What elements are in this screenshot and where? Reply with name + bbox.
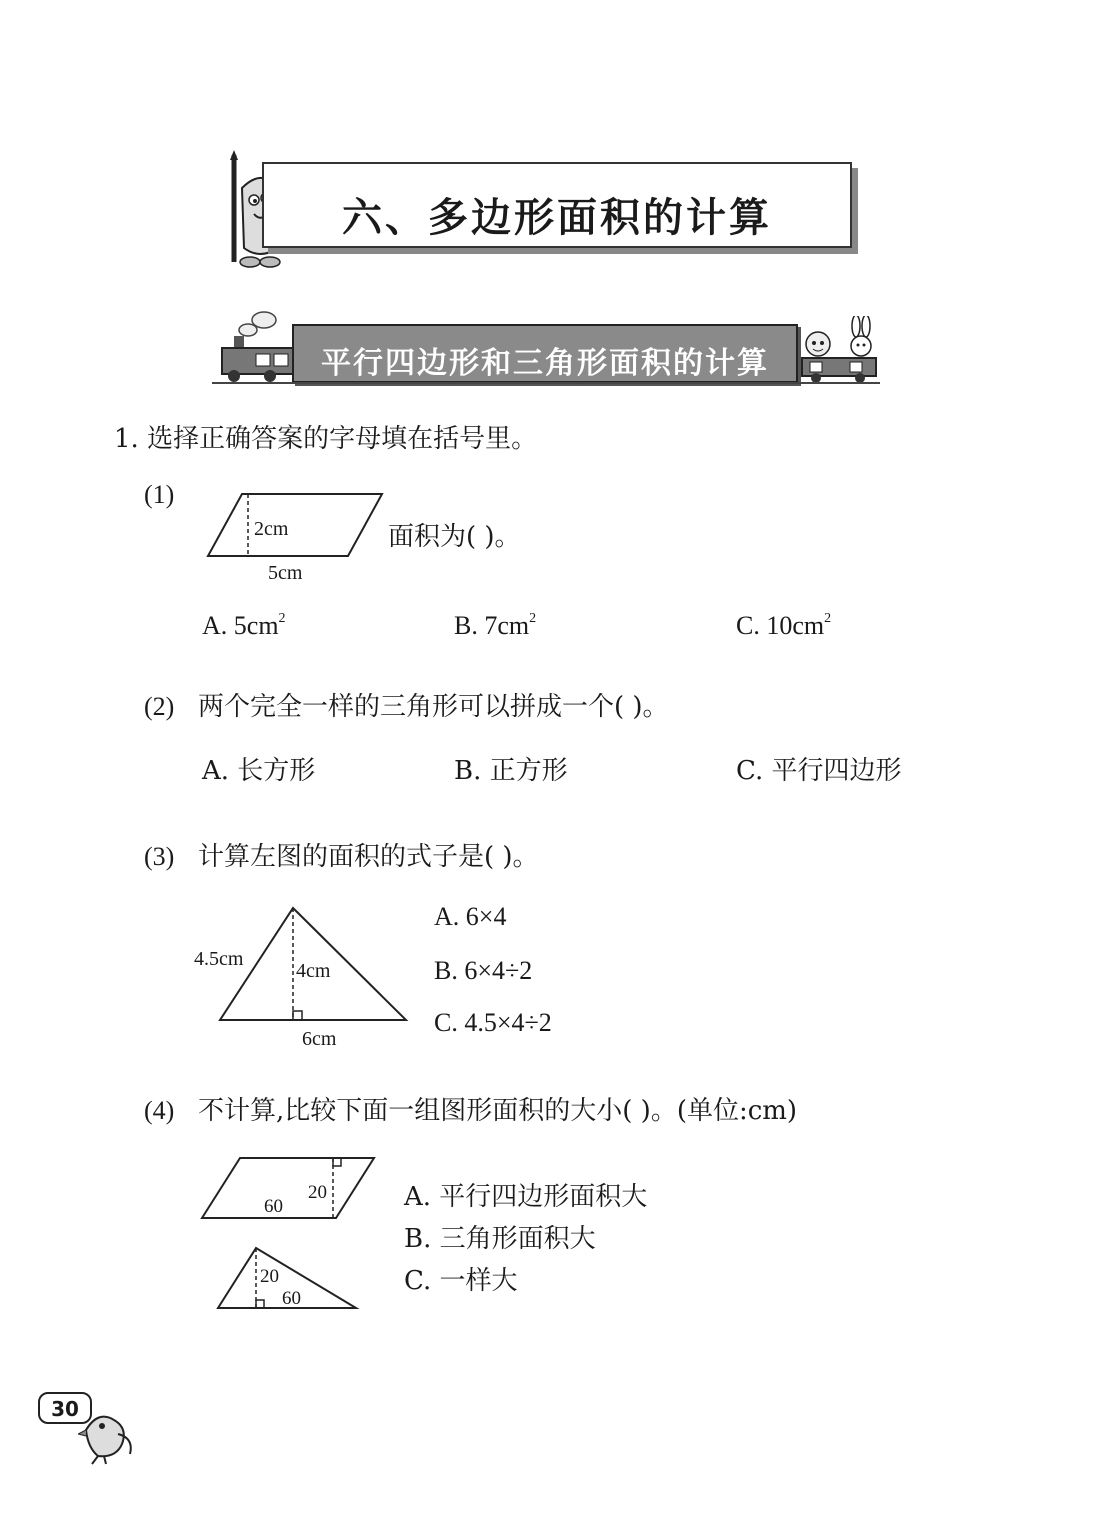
section-underline bbox=[212, 382, 880, 384]
subquestion-3-option-a: A. 6×4 bbox=[434, 902, 507, 931]
page-number: 30 bbox=[51, 1397, 79, 1421]
subquestion-4-prompt: 不计算,比较下面一组图形面积的大小( )。(单位:cm) bbox=[198, 1096, 798, 1126]
figure-1-base-label: 5cm bbox=[268, 562, 303, 584]
figure-4-triangle-base-label: 60 bbox=[282, 1288, 301, 1309]
subquestion-4-number: (4) bbox=[144, 1096, 175, 1125]
subquestion-4-option-b: B. 三角形面积大 bbox=[404, 1224, 596, 1254]
figure-3-base-label: 6cm bbox=[302, 1028, 337, 1050]
parallelogram-figure-4 bbox=[196, 1150, 381, 1225]
figure-3-side-label: 4.5cm bbox=[194, 948, 244, 970]
subquestion-2-prompt: 两个完全一样的三角形可以拼成一个( )。 bbox=[198, 692, 669, 722]
subquestion-2-option-c: C. 平行四边形 bbox=[736, 756, 902, 786]
subquestion-3-prompt: 计算左图的面积的式子是( )。 bbox=[198, 842, 539, 872]
section-banner bbox=[292, 324, 798, 383]
section-title: 平行四边形和三角形面积的计算 bbox=[321, 346, 769, 381]
bird-illustration bbox=[78, 1404, 138, 1466]
question-1-stem: 1. 选择正确答案的字母填在括号里。 bbox=[114, 424, 538, 454]
subquestion-1-option-a: A. $5cm^2$ bbox=[202, 611, 286, 640]
figure-3-height-label: 4cm bbox=[296, 960, 331, 982]
subquestion-1-option-b: B. $7cm^2$ bbox=[454, 611, 537, 640]
subquestion-2-number: (2) bbox=[144, 692, 175, 721]
subquestion-3-option-c: C. 4.5×4÷2 bbox=[434, 1008, 552, 1037]
subquestion-2-option-a: A. 长方形 bbox=[202, 756, 316, 786]
subquestion-3-number: (3) bbox=[144, 842, 175, 871]
subquestion-2-option-b: B. 正方形 bbox=[454, 756, 568, 786]
subquestion-1-option-c: C. $10cm^2$ bbox=[736, 611, 832, 640]
kids-and-rabbit-illustration bbox=[796, 316, 880, 384]
chapter-banner bbox=[262, 162, 852, 248]
subquestion-4-option-c: C. 一样大 bbox=[404, 1266, 518, 1296]
chapter-title: 六、多边形面积的计算 bbox=[342, 195, 772, 241]
subquestion-3-option-b: B. 6×4÷2 bbox=[434, 956, 533, 985]
subquestion-1-number: (1) bbox=[144, 480, 175, 509]
subquestion-1-prompt: 面积为( )。 bbox=[388, 522, 521, 552]
figure-4-triangle-height-label: 20 bbox=[260, 1266, 279, 1287]
train-illustration bbox=[212, 306, 296, 384]
figure-1-height-label: 2cm bbox=[254, 518, 289, 540]
figure-4-parallelogram-base-label: 60 bbox=[264, 1196, 283, 1217]
subquestion-4-option-a: A. 平行四边形面积大 bbox=[404, 1182, 648, 1212]
figure-4-parallelogram-height-label: 20 bbox=[308, 1182, 327, 1203]
